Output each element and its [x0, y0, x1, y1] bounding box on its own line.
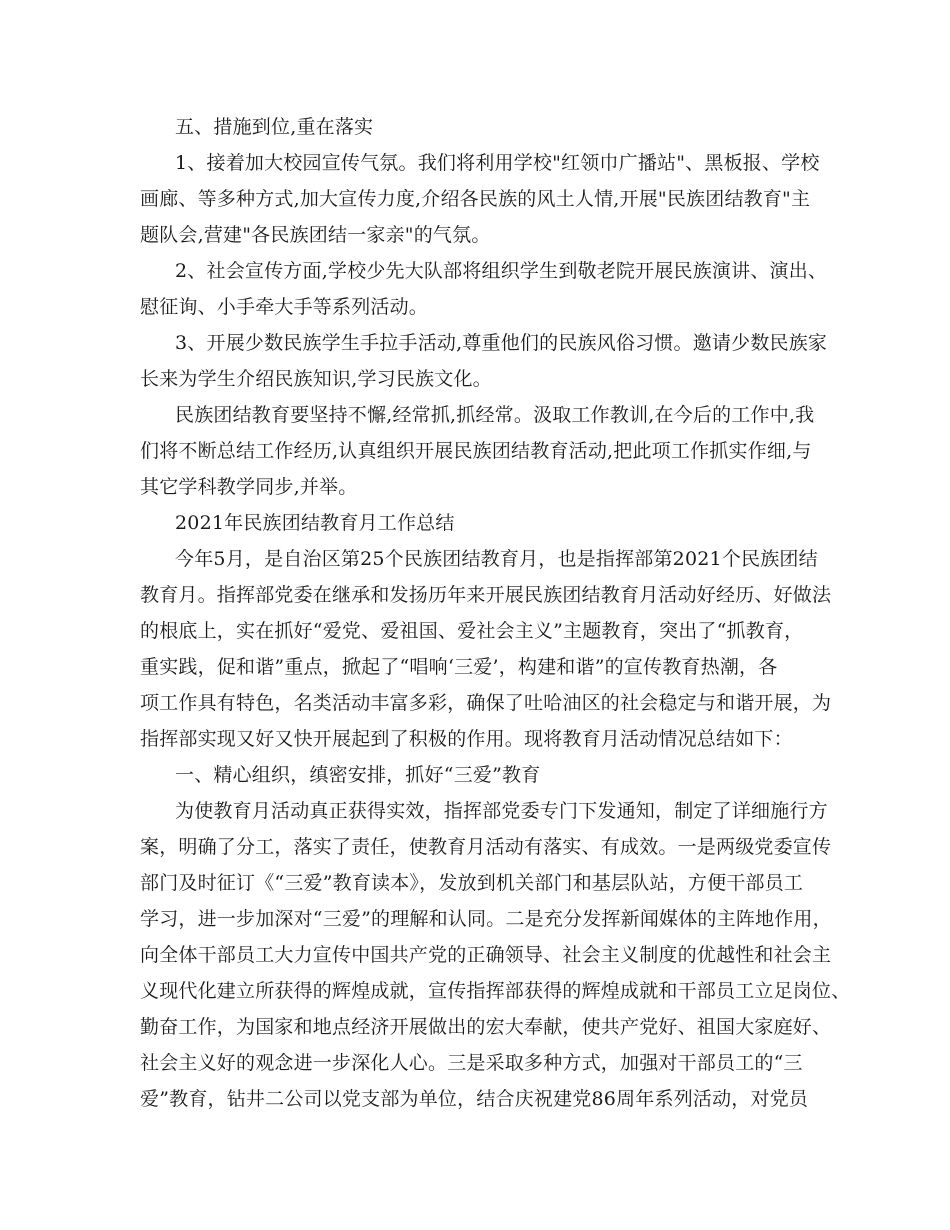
paragraph-line: 2、社会宣传方面,学校少先大队部将组织学生到敬老院开展民族演讲、演出、	[175, 260, 828, 282]
paragraph-line: 重实践，促和谐”重点，掀起了“唱响‘三爱’，构建和谐”的宣传教育热潮，各	[140, 656, 778, 678]
paragraph-line: 慰征询、小手牵大手等系列活动。	[140, 296, 429, 318]
paragraph-line: 学习，进一步加深对“三爱”的理解和认同。二是充分发挥新闻媒体的主阵地作用，	[140, 908, 832, 930]
paragraph-line: 3、开展少数民族学生手拉手活动,尊重他们的民族风俗习惯。邀请少数民族家	[175, 332, 828, 354]
paragraph-line: 1、接着加大校园宣传气氛。我们将利用学校"红领巾广播站"、黑板报、学校	[175, 152, 820, 174]
paragraph-line: 向全体干部员工大力宣传中国共产党的正确领导、社会主义制度的优越性和社会主	[140, 944, 832, 966]
paragraph-line: 教育月。指挥部党委在继承和发扬历年来开展民族团结教育月活动好经历、好做法	[140, 584, 832, 606]
paragraph-line: 画廊、等多种方式,加大宣传力度,介绍各民族的风土人情,开展"民族团结教育"主	[140, 188, 811, 210]
paragraph-line: 的根底上，实在抓好“爱党、爱祖国、爱社会主义”主题教育，突出了“抓教育，	[140, 620, 804, 642]
paragraph-line: 项工作具有特色，名类活动丰富多彩，确保了吐哈油区的社会稳定与和谐开展，为	[140, 692, 832, 714]
paragraph-line: 长来为学生介绍民族知识,学习民族文化。	[140, 368, 492, 390]
section-heading: 五、措施到位,重在落实	[175, 116, 374, 138]
paragraph-line: 案，明确了分工，落实了责任，使教育月活动有落实、有成效。一是两级党委宣传	[140, 836, 832, 858]
paragraph-line: 民族团结教育要坚持不懈,经常抓,抓经常。汲取工作教训,在今后的工作中,我	[175, 404, 815, 426]
paragraph-line: 部门及时征订《“三爱”教育读本》，发放到机关部门和基层队站，方便干部员工	[140, 872, 804, 894]
paragraph-line: 们将不断总结工作经历,认真组织开展民族团结教育活动,把此项工作抓实作细,与	[140, 440, 812, 462]
paragraph-line: 勤奋工作，为国家和地点经济开展做出的宏大奉献，使共产党好、祖国大家庭好、	[140, 1016, 832, 1038]
paragraph-line: 其它学科教学同步,并举。	[140, 476, 358, 498]
paragraph-line: 义现代化建立所获得的辉煌成就，宣传指挥部获得的辉煌成就和干部员工立足岗位、	[140, 980, 851, 1002]
paragraph-line: 社会主义好的观念进一步深化人心。三是采取多种方式，加强对干部员工的“三	[140, 1052, 803, 1074]
paragraph-line: 爱”教育，钻井二公司以党支部为单位，结合庆祝建党86周年系列活动，对党员	[140, 1088, 809, 1110]
paragraph-line: 今年5月，是自治区第25个民族团结教育月，也是指挥部第2021个民族团结	[175, 548, 818, 570]
section-heading: 一、精心组织，缜密安排，抓好“三爱”教育	[175, 764, 541, 786]
paragraph-line: 为使教育月活动真正获得实效，指挥部党委专门下发通知，制定了详细施行方	[175, 800, 828, 822]
document-title: 2021年民族团结教育月工作总结	[175, 512, 455, 534]
paragraph-line: 题队会,营建"各民族团结一家亲"的气氛。	[140, 224, 491, 246]
paragraph-line: 指挥部实现又好又快开展起到了积极的作用。现将教育月活动情况总结如下：	[140, 728, 793, 750]
